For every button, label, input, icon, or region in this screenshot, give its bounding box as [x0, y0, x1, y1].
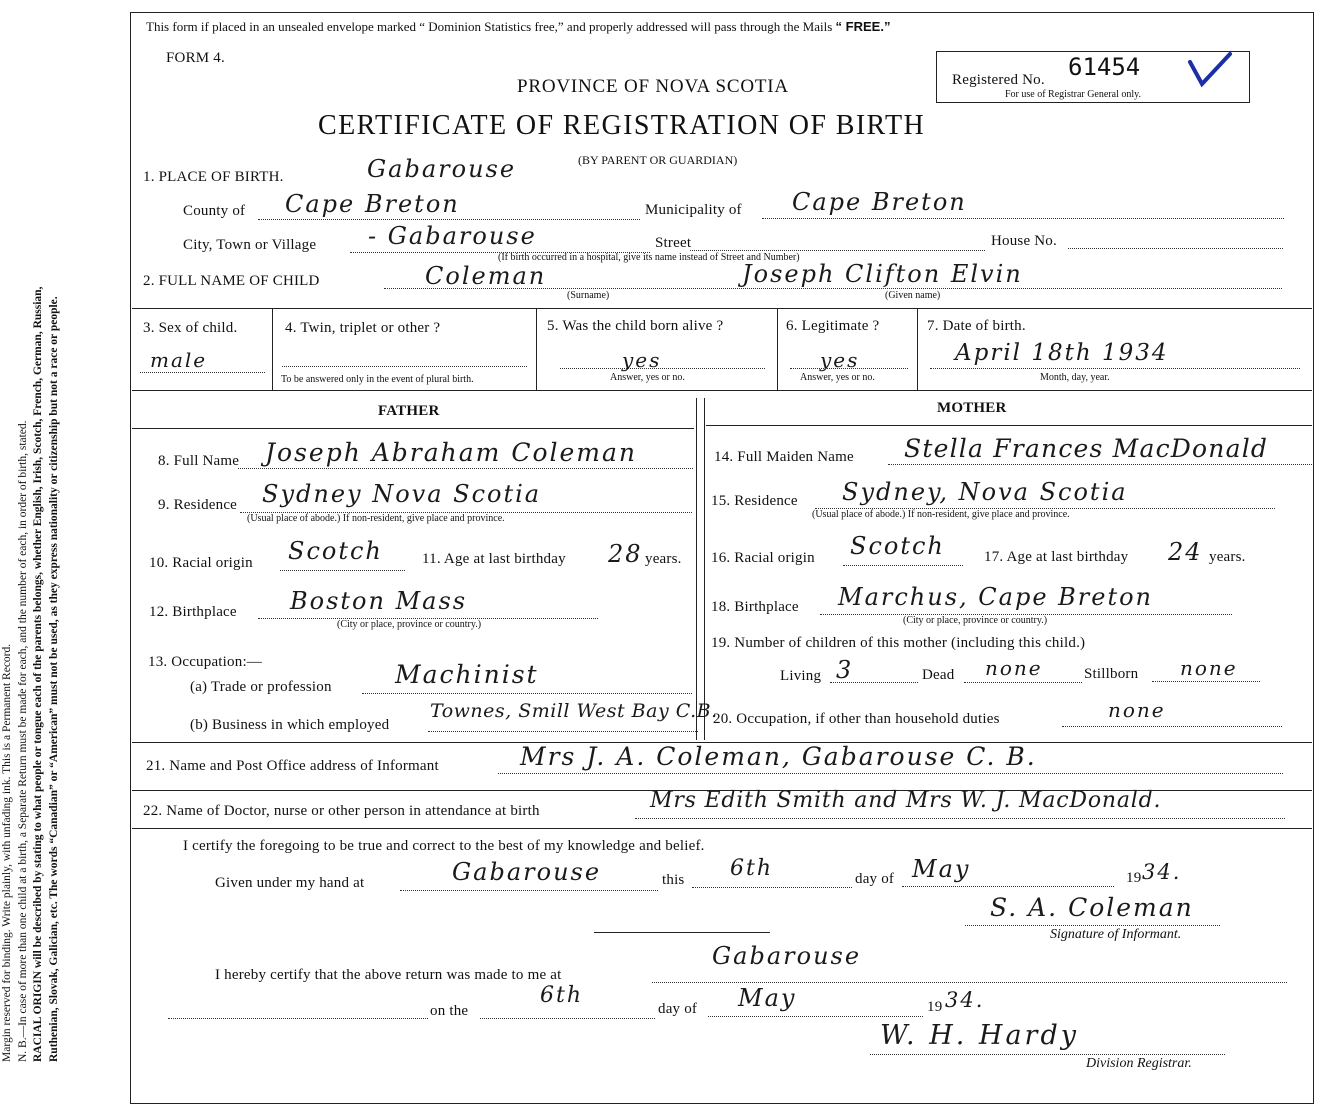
business-value: Townes, Smill West Bay C.B. [430, 700, 718, 722]
occupation-label: 13. Occupation:— [148, 654, 263, 670]
given-year-value: 34. [1142, 860, 1182, 884]
municipality-value: Cape Breton [792, 188, 967, 216]
county-label: County of [183, 203, 246, 219]
twin-label: 4. Twin, triplet or other ? [285, 320, 441, 336]
mail-notice [146, 19, 890, 35]
street-note: (If birth occurred in a hospital, give its name instead of Street and Number) [498, 252, 800, 263]
informant-value: Mrs J. A. Coleman, Gabarouse C. B. [520, 742, 1037, 771]
registered-number: 61454 [1068, 53, 1141, 81]
father-name-value: Joseph Abraham Coleman [265, 438, 638, 467]
mother-residence-note: (Usual place of abode.) If non-resident, give place and province. [812, 509, 1070, 520]
margin-note-2: N. B.—In case of more than one child at a birth, a Separate Return must be made for each, and the number of each, in order of birth, stated. [16, 420, 29, 1062]
mother-heading: MOTHER [937, 400, 1007, 416]
legitimate-value: yes [820, 348, 860, 372]
mail-notice-text: This form if placed in an unsealed envelope marked “ Dominion Statistics free,” and properly addressed will pass through the Mails [146, 19, 833, 34]
given-caption: (Given name) [885, 290, 941, 301]
mother-age-label: 17. Age at last birthday [984, 549, 1129, 565]
registrar-year-prefix: 19 [927, 999, 943, 1015]
registered-label: Registered No. [952, 72, 1045, 88]
legitimate-caption: Answer, yes or no. [800, 372, 875, 383]
child-given-value: Joseph Clifton Elvin [742, 260, 1023, 288]
given-month-value: May [912, 855, 971, 883]
form-number: FORM 4. [166, 50, 225, 66]
mother-residence-value: Sydney, Nova Scotia [842, 478, 1128, 506]
mother-years-label: years. [1209, 549, 1246, 565]
informant-label: 21. Name and Post Office address of Informant [146, 758, 439, 774]
mother-residence-label: 15. Residence [711, 493, 798, 509]
doctor-label: 22. Name of Doctor, nurse or other person in attendance at birth [143, 803, 540, 819]
margin-note-4: Ruthenian, Slovak, Galician, etc. The words “Canadian” or “American” must not be used, as they express nationality or citizenship but not a race or people. [47, 296, 60, 1062]
house-label: House No. [991, 233, 1057, 249]
children-label: 19. Number of children of this mother (including this child.) [711, 635, 1086, 651]
informant-signature: S. A. Coleman [990, 893, 1194, 922]
place-of-birth-label: 1. PLACE OF BIRTH. [143, 169, 284, 185]
living-value: 3 [836, 656, 854, 684]
checkmark-icon [1186, 50, 1236, 90]
trade-label: (a) Trade or profession [190, 679, 332, 695]
registrar-statement: I hereby certify that the above return was made to me at [215, 967, 562, 983]
father-years-label: years. [645, 551, 682, 567]
child-name-label: 2. FULL NAME OF CHILD [143, 273, 320, 289]
father-residence-note: (Usual place of abode.) If non-resident, give place and province. [247, 513, 505, 524]
twin-note: To be answered only in the event of plural birth. [281, 374, 474, 385]
father-birthplace-value: Boston Mass [290, 587, 468, 615]
mother-name-value: Stella Frances MacDonald [904, 434, 1269, 463]
county-value: Cape Breton [285, 190, 460, 218]
father-age-label: 11. Age at last birthday [422, 551, 566, 567]
mother-birthplace-note: (City or place, province or country.) [903, 615, 1048, 626]
this-label: this [662, 872, 685, 888]
father-racial-label: 10. Racial origin [149, 555, 253, 571]
page-subtitle: (BY PARENT OR GUARDIAN) [578, 153, 738, 167]
city-label: City, Town or Village [183, 237, 317, 253]
street-label: Street [655, 235, 692, 251]
father-name-label: 8. Full Name [158, 453, 240, 469]
sex-label: 3. Sex of child. [143, 320, 238, 336]
given-place-value: Gabarouse [452, 858, 602, 886]
alive-caption: Answer, yes or no. [610, 372, 685, 383]
stillborn-value: none [1180, 656, 1238, 680]
father-heading: FATHER [378, 403, 440, 419]
certification-statement: I certify the foregoing to be true and correct to the best of my knowledge and belief. [183, 838, 705, 854]
dead-label: Dead [922, 667, 955, 683]
registrar-month-value: May [738, 984, 797, 1012]
mail-notice-free: “ FREE.” [835, 19, 891, 34]
legitimate-label: 6. Legitimate ? [786, 318, 880, 334]
dob-caption: Month, day, year. [1040, 372, 1110, 383]
mother-racial-label: 16. Racial origin [711, 550, 815, 566]
registrar-year-value: 34. [945, 988, 985, 1012]
registrar-note: For use of Registrar General only. [1005, 89, 1141, 100]
place-of-birth-value: Gabarouse [367, 155, 517, 183]
father-racial-value: Scotch [288, 537, 383, 565]
registrar-day-value: 6th [540, 983, 584, 1008]
mother-racial-value: Scotch [850, 532, 945, 560]
province-heading: PROVINCE OF NOVA SCOTIA [517, 76, 789, 97]
given-day-of-label: day of [855, 871, 895, 887]
margin-notes [0, 0, 135, 1107]
father-birthplace-note: (City or place, province or country.) [337, 619, 482, 630]
alive-value: yes [622, 348, 662, 372]
registrar-caption: Division Registrar. [1086, 1056, 1192, 1071]
registrar-day-of-label: day of [658, 1001, 698, 1017]
mother-birthplace-value: Marchus, Cape Breton [838, 583, 1154, 611]
father-residence-label: 9. Residence [158, 497, 238, 513]
stillborn-label: Stillborn [1084, 666, 1139, 682]
given-day-value: 6th [730, 856, 774, 881]
dead-value: none [985, 656, 1043, 680]
registrar-signature: W. H. Hardy [880, 1020, 1079, 1051]
dob-label: 7. Date of birth. [927, 318, 1026, 334]
city-value: - Gabarouse [368, 222, 537, 250]
mother-name-label: 14. Full Maiden Name [714, 449, 854, 465]
surname-caption: (Surname) [567, 290, 610, 301]
mother-birthplace-label: 18. Birthplace [711, 599, 799, 615]
trade-value: Machinist [395, 660, 539, 689]
municipality-label: Municipality of [645, 202, 742, 218]
alive-label: 5. Was the child born alive ? [547, 318, 724, 334]
father-residence-value: Sydney Nova Scotia [262, 480, 542, 508]
sex-value: male [150, 348, 208, 372]
on-the-label: on the [430, 1003, 469, 1019]
child-surname-value: Coleman [425, 262, 547, 290]
margin-note-3: RACIAL ORIGIN will be described by stating to what people or tongue each of the parents belongs, whether English, Irish, Scotch, French, German, Russian, [32, 286, 44, 1062]
page-title: CERTIFICATE OF REGISTRATION OF BIRTH [318, 110, 926, 141]
mother-age-value: 24 [1168, 538, 1203, 566]
mother-occupation-label: 20. Occupation, if other than household duties [713, 711, 1000, 727]
margin-note-1: Margin reserved for binding. Write plainly, with unfading ink. This is a Permanent Record. [1, 643, 13, 1062]
business-label: (b) Business in which employed [190, 717, 390, 733]
registrar-place-value: Gabarouse [712, 942, 862, 970]
mother-occupation-value: none [1108, 698, 1166, 722]
informant-signature-caption: Signature of Informant. [1050, 927, 1182, 942]
father-age-value: 28 [608, 540, 643, 568]
given-under-label: Given under my hand at [215, 875, 365, 891]
living-label: Living [780, 668, 822, 684]
doctor-value: Mrs Edith Smith and Mrs W. J. MacDonald. [650, 788, 1162, 813]
given-year-prefix: 19 [1126, 870, 1142, 886]
dob-value: April 18th 1934 [955, 340, 1169, 366]
father-birthplace-label: 12. Birthplace [149, 604, 237, 620]
